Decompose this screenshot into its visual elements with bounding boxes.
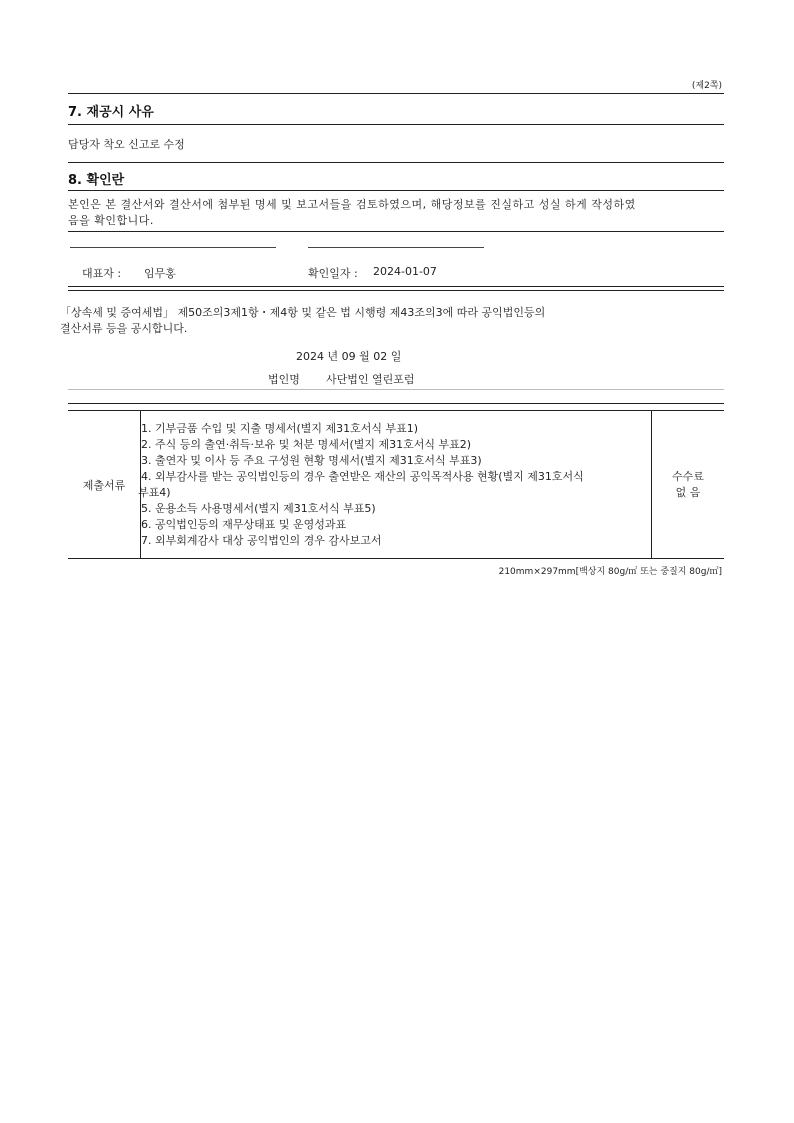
submitted-documents-table (68, 410, 724, 559)
section7-top-rule (68, 93, 724, 94)
section7-body: 담당자 착오 신고로 수정 (68, 138, 185, 151)
section7-title: 7. 재공시 사유 (68, 105, 154, 120)
section8-top-rule (68, 162, 724, 163)
documents-list-cell (138, 411, 652, 559)
table-top-rule-1 (68, 403, 724, 404)
list-item: 5. 운용소득 사용명세서(별지 제31호서식 부표5) (141, 501, 376, 515)
section8-body-line2: 음을 확인합니다. (68, 214, 154, 227)
list-item: 1. 기부금품 수입 및 지출 명세서(별지 제31호서식 부표1) (141, 421, 419, 435)
notice-bottom-rule (68, 389, 724, 390)
list-item: 6. 공익법인등의 재무상태표 및 운영성과표 (141, 517, 347, 531)
representative-name: 임무홍 (144, 267, 176, 280)
list-item: 부표4) (138, 485, 171, 499)
section8-body-line1: 본인은 본 결산서와 결산서에 첨부된 명세 및 보고서들을 검토하였으며, 해당정보를 진실하고 성실 하게 작성하였 (68, 198, 636, 211)
corporation-name: 사단법인 열린포럼 (326, 373, 415, 386)
confirm-date-label: 확인일자 : (308, 267, 358, 280)
notice-line1: 「상속세 및 증여세법」 제50조의3제1항・제4항 및 같은 법 시행령 제43조의3에 따라 공익법인등의 (60, 306, 546, 319)
list-item: 2. 주식 등의 출연·취득·보유 및 처분 명세서(별지 제31호서식 부표2) (141, 437, 472, 451)
list-item: 4. 외부감사를 받는 공익법인등의 경우 출연받은 재산의 공익목적사용 현황(별지 제31호서식 (141, 469, 584, 483)
notice-line2: 결산서류 등을 공시합니다. (60, 322, 188, 335)
confirm-date-value: 2024-01-07 (373, 265, 437, 278)
section7-title-rule (68, 124, 724, 125)
signature-line-representative (70, 247, 276, 248)
paper-spec-footer: 210mm×297mm[백상지 80g/㎡ 또는 중질지 80g/㎡] (498, 567, 722, 577)
fee-label: 수수료 (672, 469, 704, 483)
table-row (68, 411, 724, 559)
list-item: 3. 출연자 및 이사 등 주요 구성원 현황 명세서(별지 제31호서식 부표3) (141, 453, 482, 467)
section8-title: 8. 확인란 (68, 173, 125, 188)
page-number: (제2쪽) (691, 81, 722, 91)
section8-body-rule (68, 231, 724, 232)
fee-value: 없 음 (675, 485, 701, 499)
signature-line-date (308, 247, 484, 248)
fee-cell (652, 411, 725, 559)
documents-label: 제출서류 (82, 478, 126, 492)
corporation-label: 법인명 (268, 373, 300, 386)
representative-label: 대표자 : (82, 267, 122, 280)
section8-title-rule (68, 190, 724, 191)
notice-date: 2024 년 09 월 02 일 (296, 350, 402, 363)
notice-top-rule-1 (68, 286, 724, 287)
list-item: 7. 외부회계감사 대상 공익법인의 경우 감사보고서 (141, 533, 382, 547)
documents-label-cell (68, 411, 141, 559)
notice-top-rule-2 (68, 290, 724, 291)
